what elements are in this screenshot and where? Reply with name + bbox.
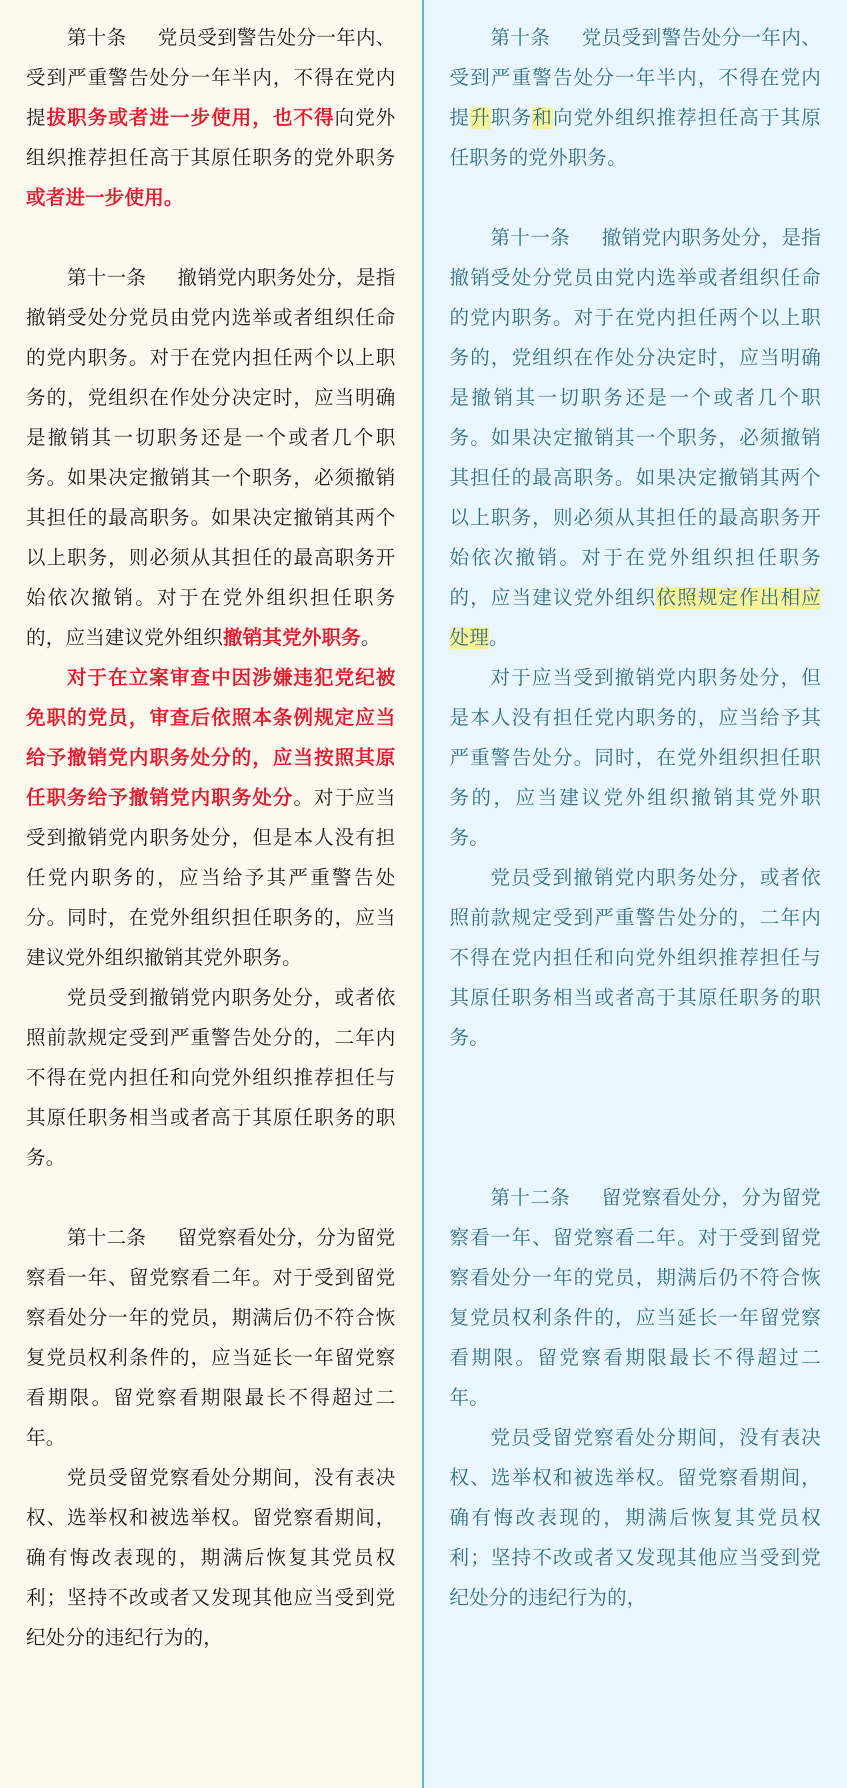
text-run: 党员受留党察看处分期间，没有表决权、选举权和被选举权。留党察看期间，确有悔改表现的，期满后恢复其党员权利；坚持不改或者又发现其他应当受到党纪处分的违纪行为的， <box>26 1467 396 1649</box>
emphasis-text: 拔职务 <box>46 107 109 129</box>
text-run: 留党察看处分，分为留党察看一年、留党察看二年。对于受到留党察看处分一年的党员，期满后仍不符合恢复党员权利条件的，应当延长一年留党察看期限。留党察看期限最长不得超过二年。 <box>449 1187 821 1409</box>
article-number-spacer <box>146 1218 177 1258</box>
text-run: 第十二条 <box>66 1227 147 1249</box>
article-paragraph <box>450 218 822 658</box>
body-paragraph <box>450 1418 822 1618</box>
text-run: 向党外组织推荐担任高于其原任职务的党外职务 <box>26 107 396 169</box>
body-paragraph <box>450 858 822 1058</box>
text-run: 第十二条 <box>490 1187 571 1209</box>
text-run: 撤销党内职务处分，是指撤销受处分党员由党内选举或者组织任命的党内职务。对于在党内担任两个以上职务的，党组织在作处分决定时，应当明确是撤销其一切职务还是一个或者几个职务。如果决定撤销其一个职务，必须撤销其担任的最高职务。如果决定撤销其两个以上职务，则必须从其担任的最高职务开始依次撤销。对于在党外组织担任职务的，应当建议党外组织 <box>449 227 821 609</box>
body-paragraph <box>450 658 822 858</box>
article-number-spacer <box>570 1178 601 1218</box>
body-paragraph <box>26 658 396 978</box>
right-version-column <box>424 0 847 1788</box>
body-paragraph <box>26 1458 396 1658</box>
text-run: 向党外组织推荐担任高于其原任职务的党外职务。 <box>449 107 822 169</box>
article-number-spacer <box>126 18 157 58</box>
text-run: 第十条 <box>66 27 127 49</box>
body-paragraph <box>26 978 396 1178</box>
text-run: 对于应当受到撤销党内职务处分，但是本人没有担任党内职务的，应当给予其严重警告处分。同时，在党外组织担任职务的，应当建议党外组织撤销其党外职务。 <box>449 667 821 849</box>
text-run: 职务 <box>490 107 533 129</box>
highlighted-text: 和 <box>532 107 553 129</box>
text-run: 。对于应当受到撤销党内职务处分，但是本人没有担任党内职务的，应当给予其严重警告处分。同时，在党外组织担任职务的，应当建议党外组织撤销其党外职务。 <box>26 787 396 969</box>
article-paragraph <box>26 18 396 218</box>
article-paragraph <box>450 1178 822 1418</box>
text-run: 党员受到撤销党内职务处分，或者依照前款规定受到严重警告处分的，二年内不得在党内担任和向党外组织推荐担任与其原任职务相当或者高于其原任职务的职务。 <box>449 867 821 1049</box>
emphasis-text: 或者进一步使用，也不得 <box>108 107 335 129</box>
text-run: 第十条 <box>490 27 551 49</box>
article-paragraph <box>26 1218 396 1458</box>
text-run: 留党察看处分，分为留党察看一年、留党察看二年。对于受到留党察看处分一年的党员，期满后仍不符合恢复党员权利条件的，应当延长一年留党察看期限。留党察看期限最长不得超过二年。 <box>26 1227 396 1449</box>
article-number-spacer <box>550 18 581 58</box>
article-number-spacer <box>146 258 177 298</box>
paragraph-spacer <box>26 218 396 258</box>
paragraph-spacer <box>450 1058 822 1178</box>
text-run: 党员受留党察看处分期间，没有表决权、选举权和被选举权。留党察看期间，确有悔改表现的，期满后恢复其党员权利；坚持不改或者又发现其他应当受到党纪处分的违纪行为的， <box>449 1427 821 1609</box>
highlighted-text: 升 <box>470 107 491 129</box>
text-run: 第十一条 <box>66 267 147 289</box>
text-run: 。 <box>488 627 509 649</box>
emphasis-text: 撤销其党外职务 <box>223 627 361 649</box>
text-run: 第十一条 <box>490 227 571 249</box>
article-paragraph <box>450 18 822 178</box>
article-number-spacer <box>570 218 601 258</box>
article-paragraph <box>26 258 396 658</box>
paragraph-spacer <box>450 178 822 218</box>
emphasis-text: 或者进一步使用。 <box>26 187 184 209</box>
text-run: 党员受到警告处分一年内、受到严重警告处分一年半内，不得在党内提 <box>26 27 396 129</box>
text-run: 党员受到撤销党内职务处分，或者依照前款规定受到严重警告处分的，二年内不得在党内担任和向党外组织推荐担任与其原任职务相当或者高于其原任职务的职务。 <box>26 987 396 1169</box>
text-run: 。 <box>360 627 381 649</box>
text-run: 撤销党内职务处分，是指撤销受处分党员由党内选举或者组织任命的党内职务。对于在党内担任两个以上职务的，党组织在作处分决定时，应当明确是撤销其一切职务还是一个或者几个职务。如果决定撤销其一个职务，必须撤销其担任的最高职务。如果决定撤销其两个以上职务，则必须从其担任的最高职务开始依次撤销。对于在党外组织担任职务的，应当建议党外组织 <box>26 267 396 649</box>
highlighted-text: 依照规定作出相应处理 <box>449 587 821 649</box>
text-run: 党员受到警告处分一年内、受到严重警告处分一年半内，不得在党内提 <box>449 27 821 129</box>
paragraph-spacer <box>26 1178 396 1218</box>
emphasis-text: 对于在立案审查中因涉嫌违犯党纪被免职的党员，审查后依照本条例规定应当给予撤销党内职务处分的，应当按照其原任职务给予撤销党内职务处分 <box>26 667 396 809</box>
